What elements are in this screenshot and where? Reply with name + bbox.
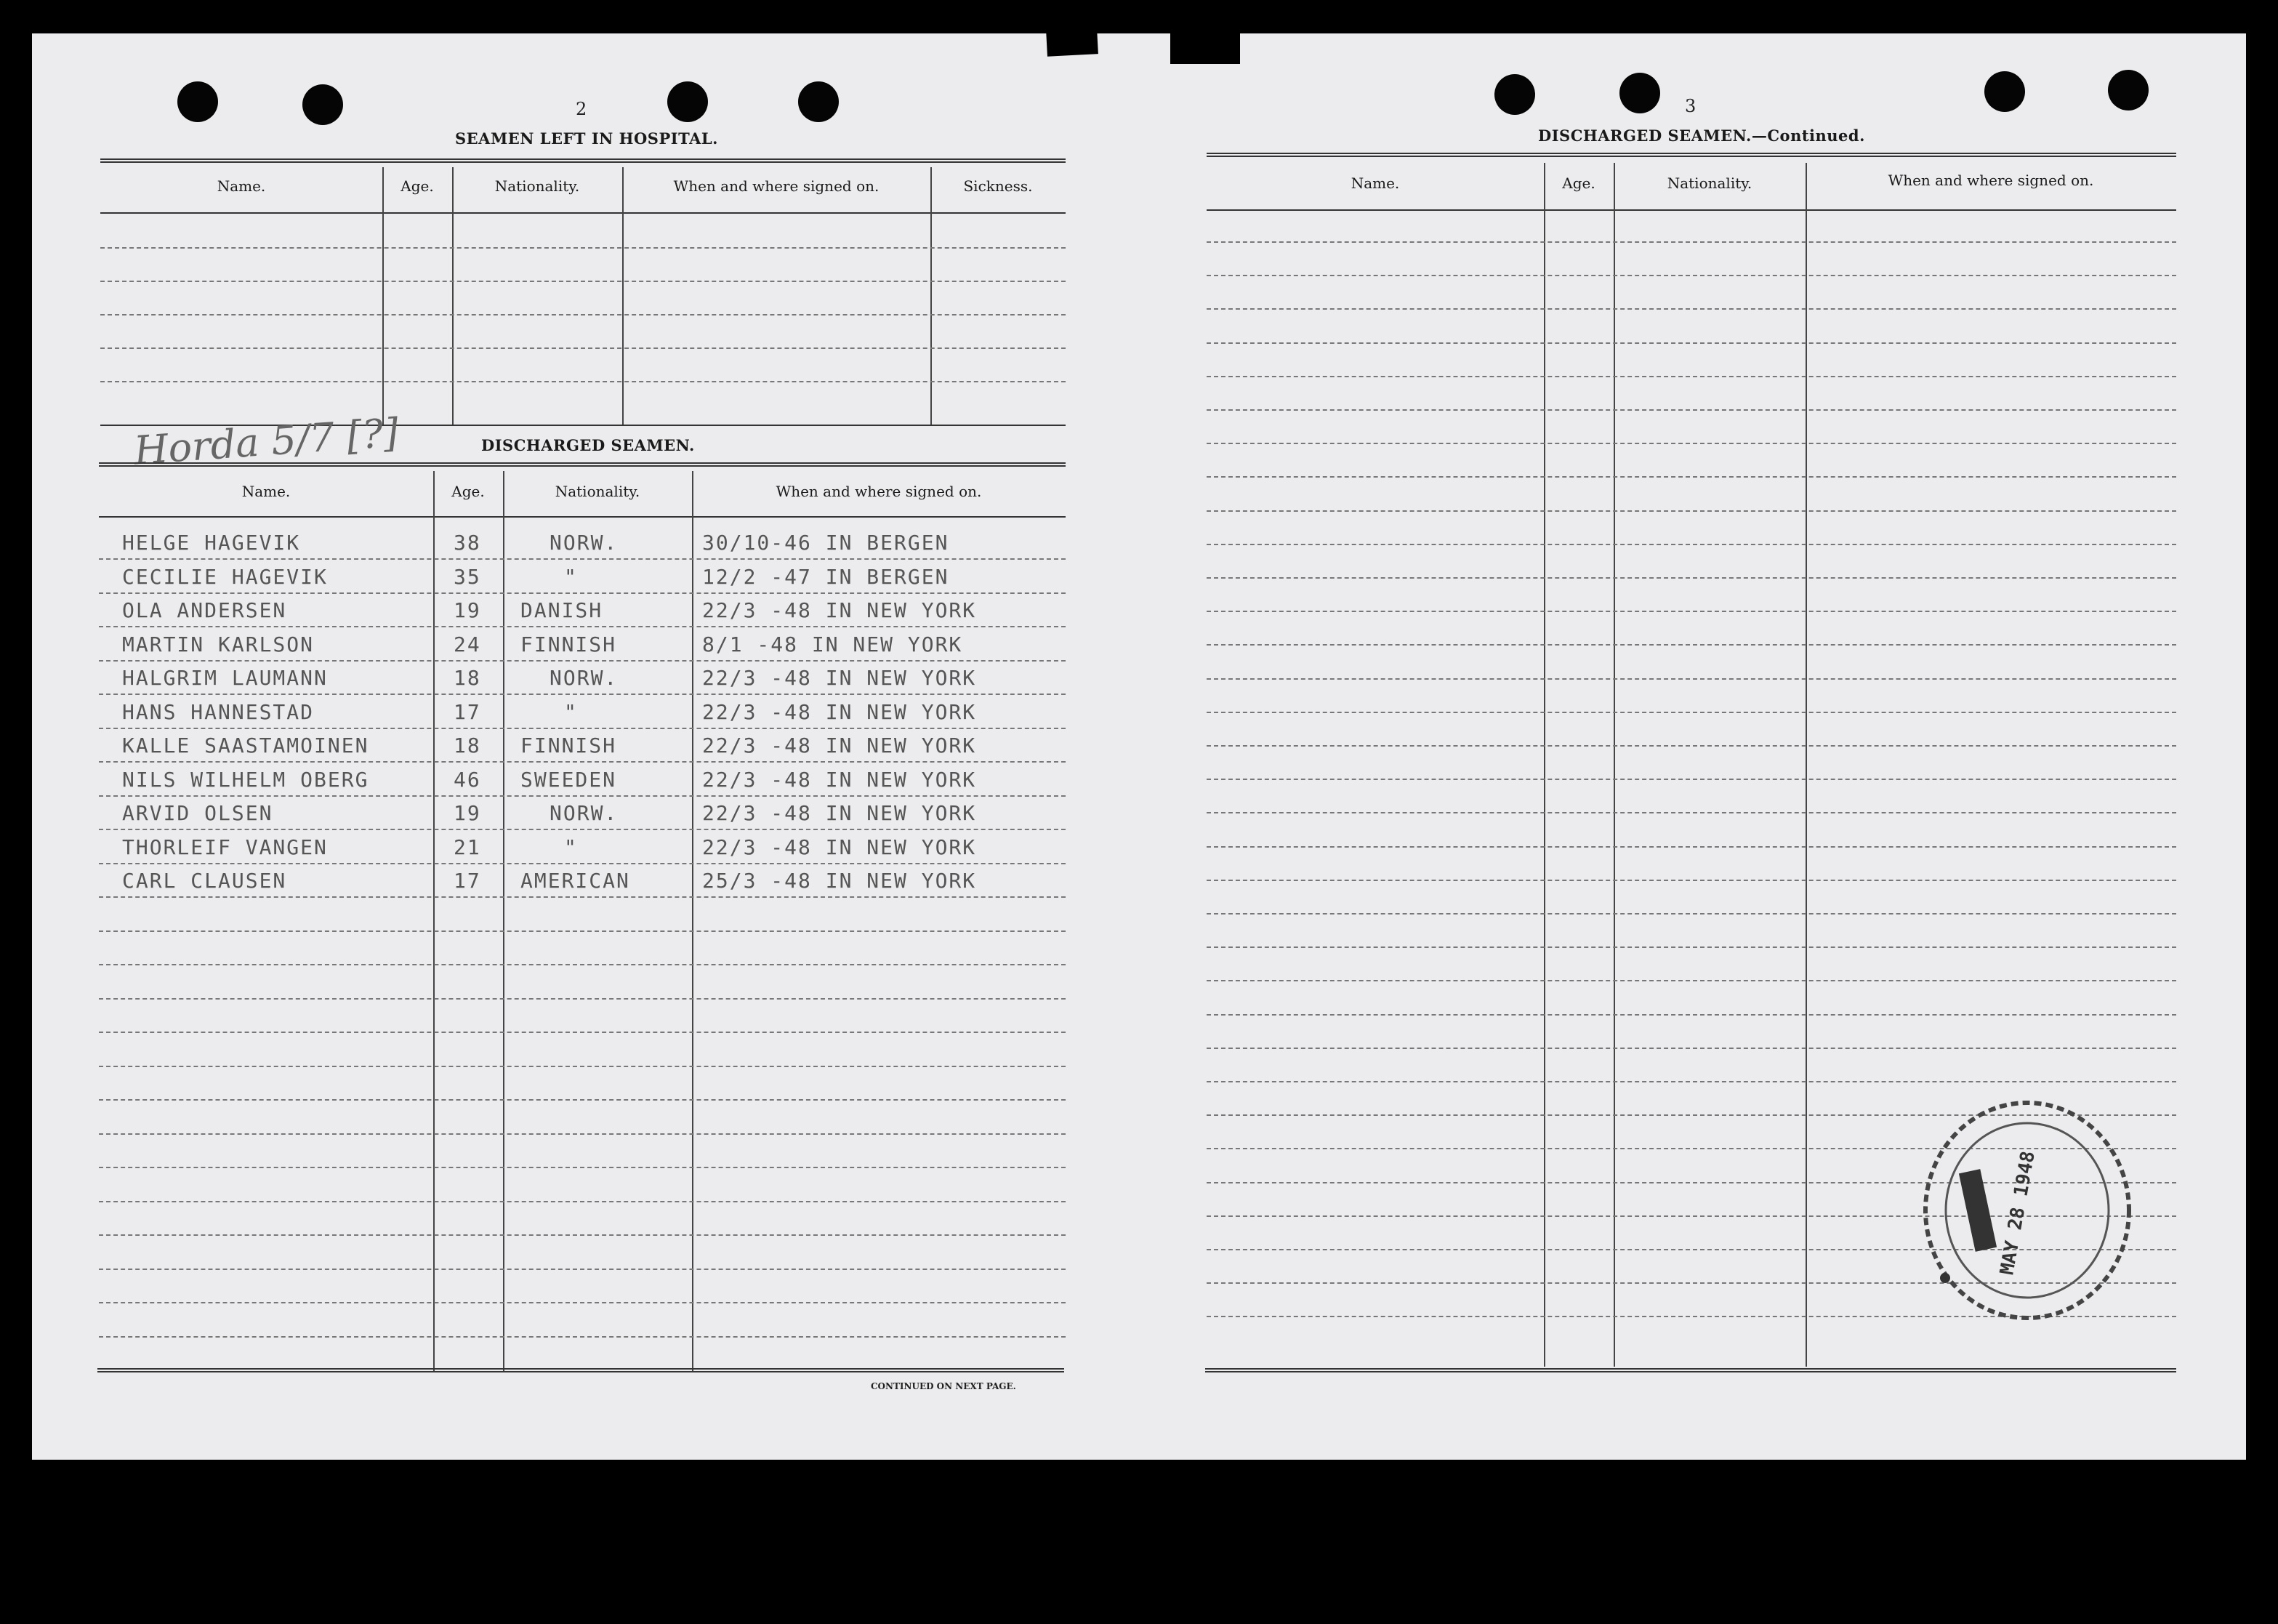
hospital-col-name: Name. [217,177,266,195]
seaman-age: 38 [454,531,481,555]
seaman-nationality: NORW. [550,531,619,555]
seaman-age: 18 [454,733,481,757]
hospital-section-title: SEAMEN LEFT IN HOSPITAL. [455,129,718,148]
column-divider [503,471,504,1371]
page-tear [1170,29,1240,64]
stamp-date: MAY 28 1948 [1996,1149,2040,1277]
continued-col-age: Age. [1562,174,1595,192]
seaman-age: 19 [454,801,481,825]
ruled-line [99,795,1066,797]
ruled-line [99,1234,1066,1236]
punch-hole-icon [2108,70,2149,110]
discharged-col-name: Name. [241,483,291,500]
seaman-name: CECILIE HAGEVIK [122,565,328,589]
discharged-col-signed-on: When and where signed on. [776,483,982,500]
punch-hole-icon [1984,71,2025,112]
seaman-signed-on: 30/10-46 IN BERGEN [702,531,949,555]
column-divider [452,167,454,425]
ruled-line [99,1167,1066,1168]
ruled-line [99,761,1066,763]
ruled-line [1207,443,2176,444]
ruled-line [1207,342,2176,344]
ruled-line [99,1336,1066,1338]
ruled-line [100,381,1066,382]
ruled-line [99,1133,1066,1135]
ruled-line [1207,544,2176,545]
ruled-line [1207,745,2176,747]
ruled-line [1207,1014,2176,1016]
punch-hole-icon [798,81,839,122]
ruled-line [1207,1081,2176,1082]
ruled-line [1207,611,2176,612]
seaman-name: HELGE HAGEVIK [122,531,301,555]
ruled-line [99,829,1066,830]
seaman-nationality: SWEEDEN [520,768,617,792]
ruled-line [1207,846,2176,848]
seaman-age: 46 [454,768,481,792]
seaman-age: 21 [454,835,481,859]
continued-col-name: Name. [1351,174,1400,192]
hospital-col-age: Age. [401,177,434,195]
ruled-line [1207,678,2176,680]
ruled-line [1207,880,2176,881]
seaman-signed-on: 25/3 -48 IN NEW YORK [702,869,977,893]
punch-hole-icon [302,84,343,125]
ruled-line [1207,577,2176,579]
footer-rule [1205,1368,2176,1372]
seaman-name: MARTIN KARLSON [122,632,315,656]
ruled-line [99,558,1066,560]
page-number: 2 [576,99,587,119]
ruled-line [99,1032,1066,1033]
seaman-signed-on: 22/3 -48 IN NEW YORK [702,598,977,622]
ruled-line [99,592,1066,594]
hospital-col-sickness: Sickness. [963,177,1033,195]
ruled-line [1207,980,2176,981]
seaman-signed-on: 22/3 -48 IN NEW YORK [702,835,977,859]
ruled-line [1207,476,2176,478]
discharged-col-age: Age. [451,483,485,500]
immigration-stamp [1915,1090,2140,1330]
header-rule [100,158,1066,163]
footer-rule [97,1368,1064,1372]
seaman-name: OLA ANDERSEN [122,598,287,622]
seaman-name: KALLE SAASTAMOINEN [122,733,369,757]
ruled-line [100,281,1066,282]
page-number: 3 [1685,96,1697,116]
seaman-age: 24 [454,632,481,656]
ruled-line [99,964,1066,965]
ruled-line [99,660,1066,662]
column-divider [382,167,384,425]
ruled-line [1207,913,2176,914]
seaman-age: 18 [454,666,481,690]
column-divider [622,167,624,425]
hospital-col-signed-on: When and where signed on. [673,177,880,195]
continued-col-signed-on: When and where signed on. [1888,172,2094,189]
continued-section-title: DISCHARGED SEAMEN.—Continued. [1538,126,1865,145]
ruled-line [99,1269,1066,1270]
ruled-line [99,930,1066,932]
ruled-line [1207,644,2176,646]
ruled-line [99,863,1066,864]
column-divider [930,167,932,425]
seaman-age: 17 [454,869,481,893]
ruled-line [1207,779,2176,780]
seaman-name: THORLEIF VANGEN [122,835,328,859]
ruled-line [1207,510,2176,512]
ruled-line [100,347,1066,349]
seaman-name: ARVID OLSEN [122,801,273,825]
ruled-line [1207,409,2176,411]
seaman-signed-on: 22/3 -48 IN NEW YORK [702,700,977,724]
ruled-line [99,998,1066,1000]
ruled-line [99,1099,1066,1101]
ruled-line [99,626,1066,627]
ruled-line [99,1302,1066,1303]
handwritten-note: Horda 5/7 [?] [132,409,401,474]
seaman-signed-on: 22/3 -48 IN NEW YORK [702,768,977,792]
ruled-line [1207,712,2176,713]
seaman-age: 35 [454,565,481,589]
seaman-nationality: AMERICAN [520,869,630,893]
ruled-line [1207,275,2176,276]
ruled-line [1207,241,2176,243]
seaman-nationality: DANISH [520,598,603,622]
column-divider [433,471,435,1371]
punch-hole-icon [1619,73,1660,113]
seaman-nationality: " [564,700,578,724]
column-divider [692,471,693,1371]
ruled-line [99,1066,1066,1067]
punch-hole-icon [177,81,218,122]
ruled-line [99,728,1066,729]
ruled-line [1207,308,2176,310]
seaman-nationality: NORW. [550,666,619,690]
seaman-age: 17 [454,700,481,724]
header-underline [1207,209,2176,211]
ruled-line [100,314,1066,315]
seaman-name: CARL CLAUSEN [122,869,287,893]
header-rule [1207,153,2176,157]
seaman-nationality: " [564,835,578,859]
header-underline [99,516,1066,518]
hospital-col-nationality: Nationality. [494,177,580,195]
seaman-signed-on: 22/3 -48 IN NEW YORK [702,801,977,825]
seaman-age: 19 [454,598,481,622]
seaman-signed-on: 8/1 -48 IN NEW YORK [702,632,963,656]
punch-hole-icon [1494,74,1535,115]
seaman-nationality: " [564,565,578,589]
ruled-line [1207,812,2176,813]
ruled-line [99,896,1066,898]
seaman-signed-on: 12/2 -47 IN BERGEN [702,565,949,589]
discharged-section-title: DISCHARGED SEAMEN. [481,436,695,454]
seaman-name: HANS HANNESTAD [122,700,315,724]
seaman-name: HALGRIM LAUMANN [122,666,328,690]
seaman-name: NILS WILHELM OBERG [122,768,369,792]
ruled-line [99,694,1066,695]
ruled-line [1207,946,2176,948]
header-rule [99,462,1066,467]
ruled-line [1207,1048,2176,1049]
seaman-signed-on: 22/3 -48 IN NEW YORK [702,666,977,690]
ruled-line [100,247,1066,249]
ruled-line [1207,376,2176,377]
seaman-nationality: NORW. [550,801,619,825]
punch-hole-icon [667,81,708,122]
discharged-col-nationality: Nationality. [555,483,640,500]
ruled-line [99,1201,1066,1202]
page-tear [1046,28,1098,57]
seaman-signed-on: 22/3 -48 IN NEW YORK [702,733,977,757]
seaman-nationality: FINNISH [520,733,617,757]
header-underline [100,212,1066,214]
continued-note: CONTINUED ON NEXT PAGE. [871,1381,1016,1391]
seaman-nationality: FINNISH [520,632,617,656]
continued-col-nationality: Nationality. [1667,174,1752,192]
